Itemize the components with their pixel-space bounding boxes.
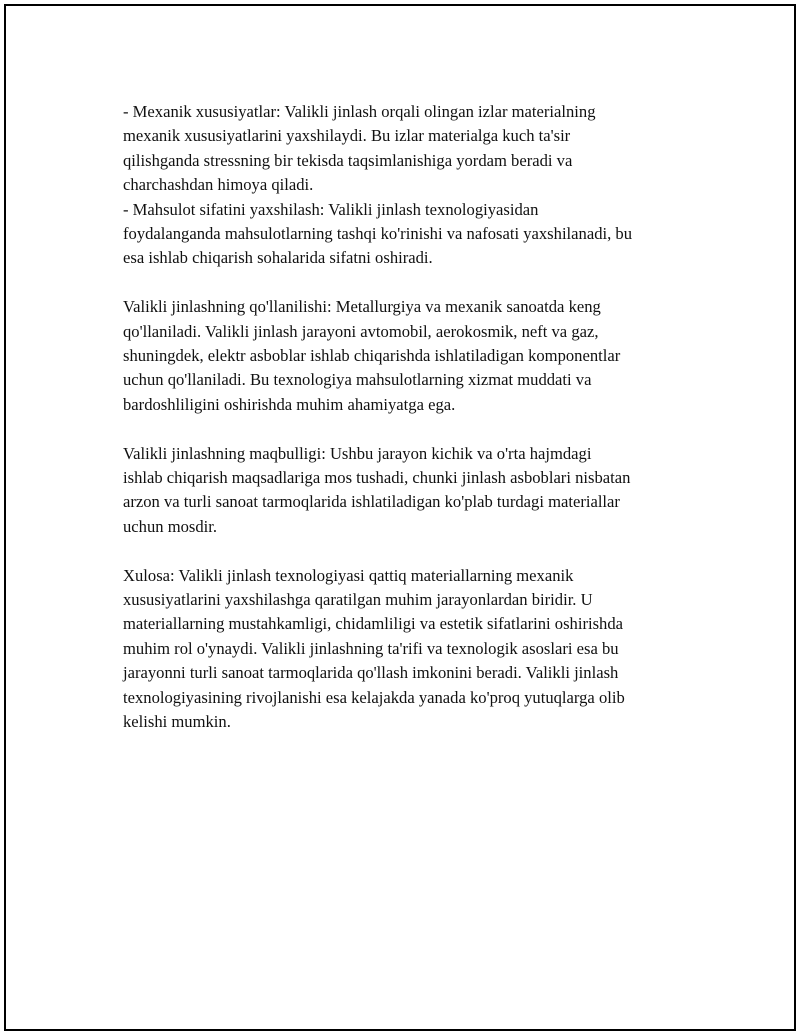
text-line: foydalanganda mahsulotlarning tashqi ko'rinishi va nafosati yaxshilanadi, bu <box>123 224 632 244</box>
text-line: esa ishlab chiqarish sohalarida sifatni oshiradi. <box>123 248 433 268</box>
text-line: Valikli jinlashning maqbulligi: Ushbu jarayon kichik va o'rta hajmdagi <box>123 443 592 463</box>
text-line: charchashdan himoya qiladi. <box>123 175 314 195</box>
text-line: qilishganda stressning bir tekisda taqsimlanishiga yordam beradi va <box>123 150 573 170</box>
text-line: shuningdek, elektr asboblar ishlab chiqarishda ishlatiladigan komponentlar <box>123 346 621 366</box>
document-body <box>123 100 703 759</box>
text-line: uchun qo'llaniladi. Bu texnologiya mahsulotlarning xizmat muddati va <box>123 370 592 390</box>
text-line: mexanik xususiyatlarini yaxshilaydi. Bu izlar materialga kuch ta'sir <box>123 126 571 146</box>
paragraph-suitability <box>123 442 703 540</box>
paragraph-applications <box>123 295 703 417</box>
text-line: xususiyatlarini yaxshilashga qaratilgan muhim jarayonlardan biridir. U <box>123 590 593 610</box>
text-line: kelishi mumkin. <box>123 712 231 732</box>
text-line: - Mahsulot sifatini yaxshilash: Valikli jinlash texnologiyasidan <box>123 199 539 219</box>
text-line: materiallarning mustahkamligi, chidamliligi va estetik sifatlarini oshirishda <box>123 614 624 634</box>
text-line: ishlab chiqarish maqsadlariga mos tushadi, chunki jinlash asboblari nisbatan <box>123 468 631 488</box>
text-line: muhim rol o'ynaydi. Valikli jinlashning ta'rifi va texnologik asoslari esa bu <box>123 638 619 658</box>
page-frame <box>4 4 796 1031</box>
text-line: Xulosa: Valikli jinlash texnologiyasi qattiq materiallarning mexanik <box>123 565 574 585</box>
paragraph-conclusion <box>123 564 703 735</box>
paragraph-properties <box>123 100 703 271</box>
text-line: texnologiyasining rivojlanishi esa kelajakda yanada ko'proq yutuqlarga olib <box>123 687 625 707</box>
text-line: arzon va turli sanoat tarmoqlarida ishlatiladigan ko'plab turdagi materiallar <box>123 492 620 512</box>
text-line: Valikli jinlashning qo'llanilishi: Metallurgiya va mexanik sanoatda keng <box>123 297 601 317</box>
text-line: - Mexanik xususiyatlar: Valikli jinlash orqali olingan izlar materialning <box>123 102 596 121</box>
text-line: uchun mosdir. <box>123 516 218 536</box>
text-line: bardoshliligini oshirishda muhim ahamiyatga ega. <box>123 394 456 414</box>
text-line: qo'llaniladi. Valikli jinlash jarayoni avtomobil, aerokosmik, neft va gaz, <box>123 321 599 341</box>
text-line: jarayonni turli sanoat tarmoqlarida qo'llash imkonini beradi. Valikli jinlash <box>123 663 619 683</box>
